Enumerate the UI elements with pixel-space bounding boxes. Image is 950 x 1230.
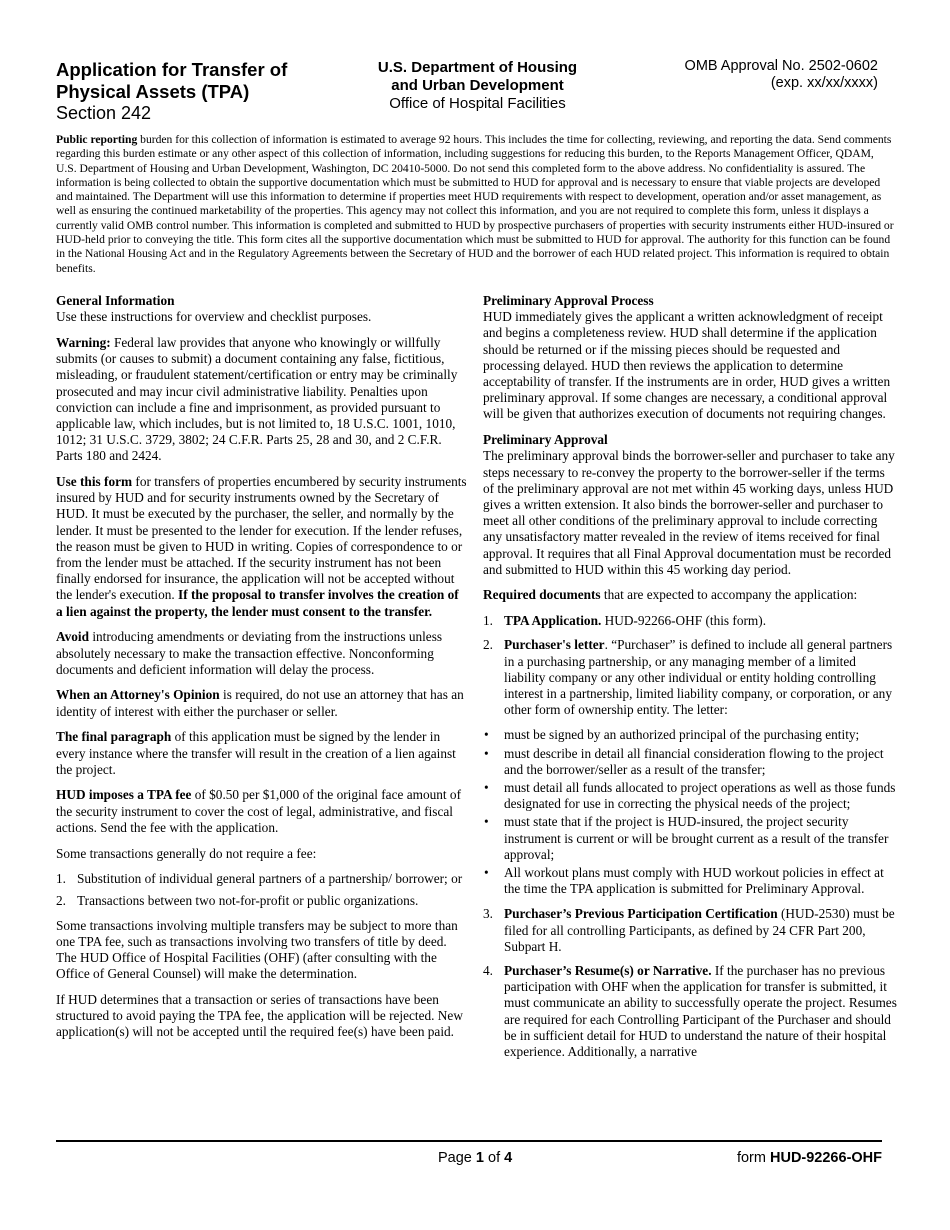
no-fee-list	[56, 871, 468, 908]
general-information-text: Use these instructions for overview and checklist purposes.	[56, 309, 372, 325]
required-documents-list	[483, 613, 897, 718]
list-item	[483, 746, 897, 778]
burden-text: burden for this collection of information is estimated to average 92 hours. This includes the time for collecting, reviewing, and reporting the data. Send comments regarding this burden estimate or any other aspect of this collection of information, including suggestions for reducing this burden, to the Reports Management Officer, QDAM, U.S. Department of Housing and Urban Development, Washington, DC 20410-5000. Do not send this completed form to the above address. No confidentiality is assured. The information is being collected to obtain the supportive documentation which must be submitted to HUD for approval and is necessary to ensure that viable projects are developed and maintained. The Department will use this information to determine if properties meet HUD requirements with respect to development, operation and/or asset management, as well as ensuring the continued marketability of the properties. This agency may not collect this information, and you are not required to complete this form, unless it displays a currently valid OMB control number. This information is completed and submitted to HUD by prospective purchasers of properties with security instruments either HUD-insured or HUD-held prior to conveying the title. This form cites all the supportive documentation which must be submitted to HUD for approval. The authority for this function can be found in the National Housing Act and in the Regulatory Agreements between the Secretary of HUD and the borrower of each HUD related project. This information is required to obtain benefits.	[56, 133, 894, 275]
list-number: 3.	[483, 906, 493, 922]
attorney-lead: When an Attorney's Opinion	[56, 687, 220, 703]
item-lead: Purchaser’s Previous Participation Certification	[504, 906, 778, 922]
avoid-text: introducing amendments or deviating from the instructions unless absolutely necessary to make the transaction effective. Nonconforming documents and deficient information will delay the process.	[56, 629, 443, 677]
use-form-paragraph	[56, 474, 468, 620]
page-total: 4	[504, 1150, 513, 1166]
page-current: 1	[475, 1150, 484, 1166]
list-item	[56, 871, 468, 887]
bullet-icon: •	[484, 727, 489, 743]
page-of-word: of	[488, 1150, 501, 1166]
list-item	[483, 865, 897, 897]
page-number	[438, 1150, 512, 1166]
attorney-text: is required, do not use an attorney that has an identity of interest with either the purchaser or seller.	[56, 687, 464, 719]
preliminary-approval-heading: Preliminary Approval	[483, 432, 608, 448]
agency-block	[340, 59, 615, 113]
list-text: must state that if the project is HUD-insured, the project security instrument is current or will be brought current as a result of the transfer approval;	[504, 814, 889, 862]
right-column	[483, 293, 897, 1069]
fee-lead: HUD imposes a TPA fee	[56, 787, 192, 803]
preliminary-process-heading: Preliminary Approval Process	[483, 293, 654, 308]
list-text: Substitution of individual general partners of a partnership/ borrower; or	[77, 871, 463, 887]
required-documents-lead: Required documents	[483, 587, 601, 603]
item-text: (HUD-2530) must be filed for all controlling Participants, as defined by 24 CFR Part 200, Subpart H.	[504, 906, 895, 954]
preliminary-process-text: HUD immediately gives the applicant a written acknowledgment of receipt and begins a completeness review. HUD shall determine if the application should be returned or if the missing pieces should be requested and processing delayed. HUD then reviews the application to determine acceptability of transfer. If the instruments are in order, HUD gives a written preliminary approval. If some changes are necessary, a conditional approval will be given that authorizes execution of documents not requiring changes.	[483, 309, 891, 422]
list-text: must be signed by an authorized principal of the purchasing entity;	[504, 727, 860, 743]
form-number	[737, 1150, 882, 1166]
list-number: 1.	[483, 613, 493, 629]
bullet-icon: •	[484, 745, 489, 761]
list-number: 2.	[56, 892, 66, 908]
general-information	[56, 293, 468, 325]
warning-lead: Warning:	[56, 334, 111, 350]
required-documents-list-continued	[483, 906, 897, 1060]
fee-paragraph	[56, 787, 468, 836]
final-text: of this application must be signed by the lender in every instance where the transfer will result in the creation of a lien against the project.	[56, 729, 456, 777]
bullet-icon: •	[484, 865, 489, 880]
item-text: . “Purchaser” is defined to include all general partners in a purchasing partnership, or any managing member of a limited liability company or any other individual or entity holding controlling interest in a partnership, limited liability company, or corporation, or any other form of ownership entity. The letter:	[504, 637, 893, 718]
omb-block	[685, 58, 878, 92]
no-fee-intro: Some transactions generally do not require a fee:	[56, 845, 317, 861]
warning-paragraph	[56, 335, 468, 465]
final-lead: The final paragraph	[56, 729, 172, 745]
list-item	[483, 780, 897, 812]
list-item	[56, 893, 468, 909]
avoid-lead: Avoid	[56, 629, 90, 645]
form-section: Section 242	[56, 103, 152, 123]
left-column	[56, 293, 468, 1050]
agency-line-2: and Urban Development	[391, 77, 564, 94]
form-title: Application for Transfer of Physical Assets (TPA)	[56, 59, 288, 102]
agency-office: Office of Hospital Facilities	[389, 95, 566, 112]
purchaser-letter-requirements	[483, 727, 897, 897]
final-paragraph-note	[56, 729, 468, 778]
list-number: 4.	[483, 963, 493, 979]
omb-approval: OMB Approval No. 2502-0602	[684, 58, 878, 74]
list-text: Transactions between two not-for-profit or public organizations.	[77, 892, 419, 908]
fee-avoidance-paragraph: If HUD determines that a transaction or series of transactions have been structured to avoid paying the TPA fee, the application will be rejected. New application(s) will not be accepted until the required fee(s) have been paid.	[56, 992, 463, 1040]
footer-rule	[56, 1140, 882, 1142]
use-form-lead: Use this form	[56, 474, 133, 490]
omb-expiration: (exp. xx/xx/xxxx)	[770, 75, 878, 91]
preliminary-approval-text: The preliminary approval binds the borrower-seller and purchaser to take any steps necessary to re-convey the property to the borrower-seller if the terms of the preliminary approval are not met within 45 working days, unless HUD gives a written extension. It also binds the borrower-seller and purchaser to meet all other conditions of the preliminary approval to include correcting any unsatisfactory matter revealed in the review of items received for final approval. It requires that all Final Approval documentation must be recorded and submitted to HUD within this 45 working day period.	[483, 448, 895, 577]
item-text: If the purchaser has no previous participation with OHF when the application for transfer is submitted, it must communicate an ability to successfully operate the project. Resumes are required for each Controlling Participant of the Purchaser and should be in sufficient detail for HUD to understand the nature of their hospital experience. Additionally, a narrative	[504, 963, 897, 1060]
page-word: Page	[438, 1150, 472, 1166]
required-documents-intro	[483, 587, 897, 603]
list-number: 2.	[483, 637, 493, 653]
list-text: must detail all funds allocated to project operations as well as those funds designated for use in correcting the physical needs of the project;	[504, 779, 896, 812]
public-reporting-notice	[56, 133, 896, 276]
avoid-paragraph	[56, 629, 468, 678]
bullet-icon: •	[484, 814, 489, 830]
list-item	[483, 906, 897, 955]
item-text: HUD-92266-OHF (this form).	[601, 613, 767, 629]
fee-text: of $0.50 per $1,000 of the original face amount of the security instrument to cover the cost of legal, administrative, and fiscal actions. Send the fee with the application.	[56, 787, 461, 835]
preliminary-approval-process	[483, 293, 897, 423]
form-word: form	[736, 1150, 766, 1166]
warning-text: Federal law provides that anyone who knowingly or willfully submits (or causes to submit) a document containing any false, fictitious, misleading, or fraudulent statement/certification or entry may be criminally prosecuted and may incur civil administrative liability. Penalties upon conviction can include a fine and imprisonment, as provided pursuant to applicable law, which includes, but is not limited to, 18 U.S.C. 1001, 1010, 1012; 31 U.S.C. 3729, 3802; 24 C.F.R. Parts 25, 28 and 30, and 2 C.F.R. Parts 180 and 2424.	[56, 334, 458, 464]
list-item	[483, 727, 897, 743]
list-number: 1.	[56, 871, 66, 887]
required-documents-text: that are expected to accompany the application:	[600, 587, 858, 603]
burden-lead: Public reporting	[56, 133, 138, 146]
form-id: HUD-92266-OHF	[770, 1150, 882, 1166]
item-lead: Purchaser’s Resume(s) or Narrative.	[504, 963, 712, 979]
attorney-paragraph	[56, 687, 468, 719]
list-item	[483, 814, 897, 863]
item-lead: Purchaser's letter	[504, 637, 605, 653]
bullet-icon: •	[484, 779, 489, 795]
use-form-text: for transfers of properties encumbered by security instruments insured by HUD and for security instruments owned by the Secretary of HUD. It must be executed by the purchaser, the seller, and normally by the lender. It must be presented to the lender for execution. If the lender refuses, the reason must be given to HUD in writing. Copies of correspondence to or from the lender must be attached. If the security instrument has not been finally endorsed for insurance, the application will not be accepted without the lender's execution.	[56, 474, 467, 603]
multiple-transfers-paragraph: Some transactions involving multiple transfers may be subject to more than one TPA fee, such as transactions involving two transfers of title by deed. The HUD Office of Hospital Facilities (OHF) (after consulting with the Office of General Counsel) will make the determination.	[56, 917, 458, 982]
list-item	[483, 637, 897, 718]
item-lead: TPA Application.	[504, 613, 602, 629]
list-item	[483, 963, 897, 1060]
list-item	[483, 613, 897, 629]
general-information-heading: General Information	[56, 293, 175, 308]
preliminary-approval	[483, 432, 897, 578]
agency-line-1: U.S. Department of Housing	[377, 59, 578, 76]
use-form-lien-note: If the proposal to transfer involves the creation of a lien against the property, the lender must consent to the transfer.	[56, 587, 459, 619]
list-text: must describe in detail all financial consideration flowing to the project and the borrower/seller as a result of the transfer;	[504, 745, 884, 777]
list-text: All workout plans must comply with HUD workout policies in effect at the time the TPA application is submitted for Preliminary Approval.	[504, 865, 884, 897]
